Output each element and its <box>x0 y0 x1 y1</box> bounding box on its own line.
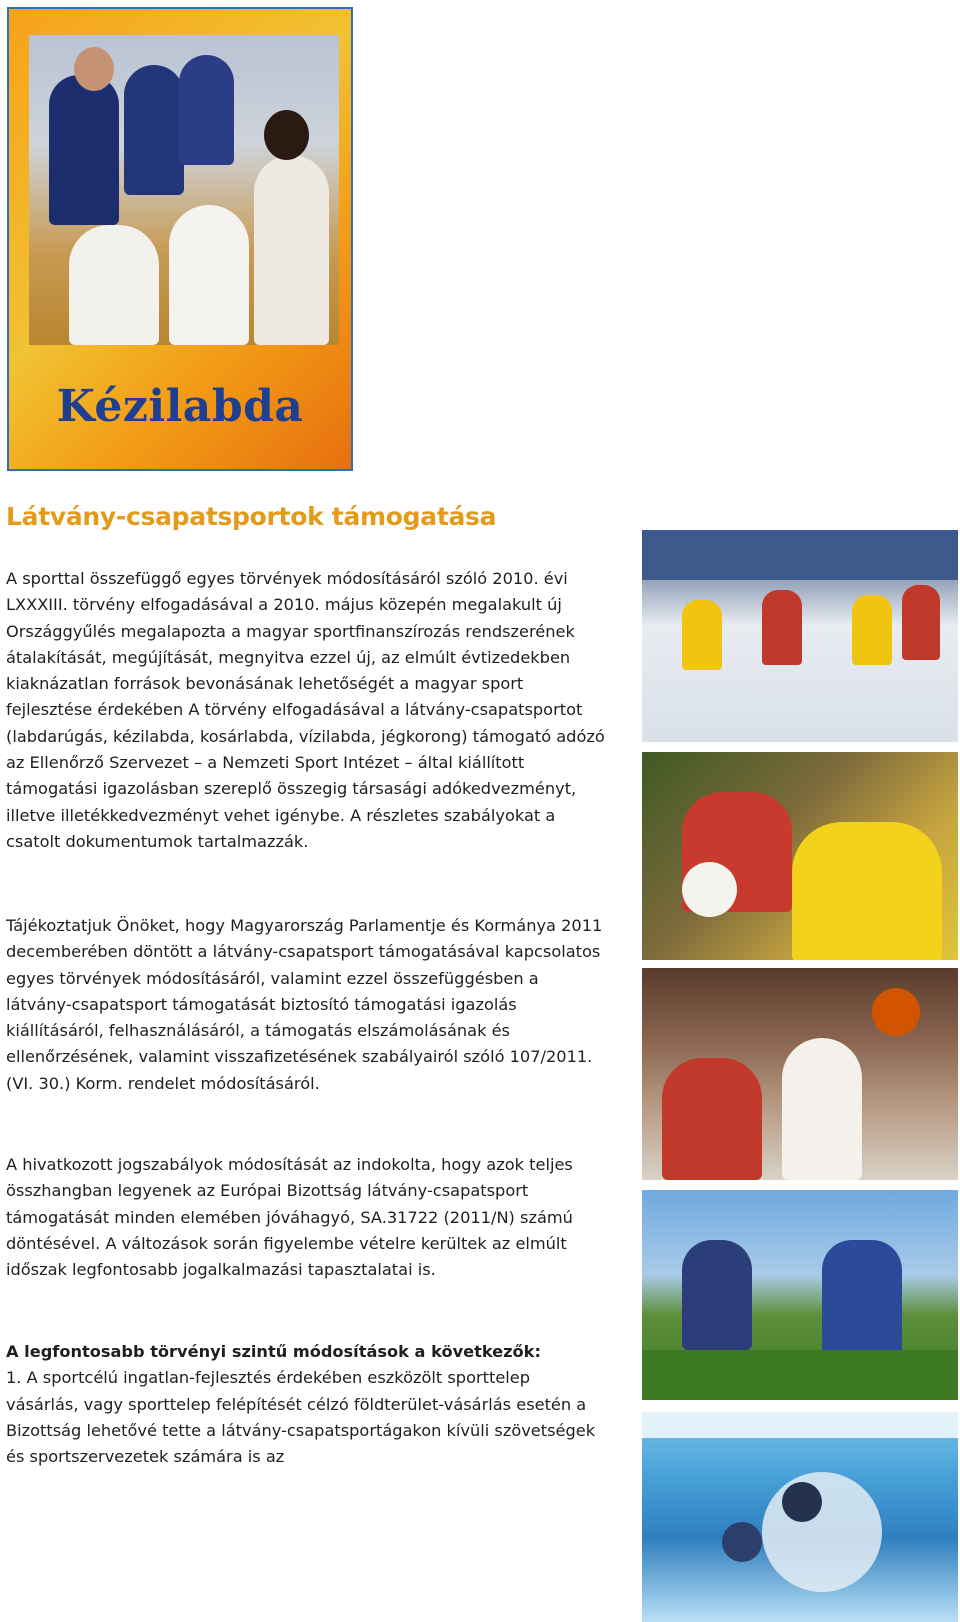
paragraph-1: A sporttal összefüggő egyes törvények módosításáról szóló 2010. évi LXXXIII. törvény elfogadásával a 2010. május közepén megalakult új Országgyűlés megalapozta a magyar sportfinanszírozás rendszerének átalakítását, megújítását, megnyitva ezzel új, az elmúlt évtizedekben kiaknázatlan források bevonásának lehetőségét a magyar sport fejlesztése érdekében A törvény elfogadásával a látvány-csapatsportot (labdarúgás, kézilabda, kosárlabda, vízilabda, jégkorong) támogató adózó az Ellenőrző Szervezet – a Nemzeti Sport Intézet – által kiállított támogatási igazolásban szereplő összegig társasági adókedvezményt, illetve illetékkedvezményt vehet igénybe. A részletes szabályokat a csatolt dokumentumok tartalmazzák. <box>6 569 605 851</box>
ice-hockey-photo <box>642 530 958 742</box>
handball-team-photo <box>29 35 339 345</box>
paragraph-3: A hivatkozott jogszabályok módosítását az indokolta, hogy azok teljes összhangban legyenek az Európai Bizottság látvány-csapatsport támogatását minden elemében jóváhagyó, SA.31722 (2011/N) számú döntésével. A változások során figyelembe vételre kerültek az elmúlt időszak legfontosabb jogalkalmazási tapasztalatai is. <box>6 1155 573 1280</box>
cover-title: Kézilabda <box>56 381 304 432</box>
page-title: Látvány-csapatsportok támogatása <box>6 502 497 531</box>
basketball-photo <box>642 968 958 1180</box>
amendment-item-1: 1. A sportcélú ingatlan-fejlesztés érdekében eszközölt sporttelep vásárlás, vagy sporttelep felépítését célzó földterület-vásárlás esetén a Bizottság lehetővé tette a látvány-csapatsportágakon kívüli szövetségek és sportszervezetek számára is az <box>6 1368 596 1467</box>
cover-image <box>7 7 353 471</box>
football-kids-photo <box>642 1190 958 1400</box>
paragraph-2: Tájékoztatjuk Önöket, hogy Magyarország Parlamentje és Kormánya 2011 decemberében döntött a látvány-csapatsport támogatásával kapcsolatos egyes törvények módosításáról, valamint ezzel összefüggésben a látvány-csapatsport támogatását biztosító támogatási igazolás kiállításáról, felhasználásáról, a támogatás elszámolásának és ellenőrzésének, valamint visszafizetésének szabályairól szóló 107/2011. (VI. 30.) Korm. rendelet módosításáról. <box>6 916 603 1093</box>
amendments-section <box>6 1339 606 1470</box>
amendments-heading: A legfontosabb törvényi szintű módosítások a következők: <box>6 1342 541 1361</box>
water-polo-photo <box>642 1412 958 1622</box>
handball-girls-photo <box>642 752 958 960</box>
